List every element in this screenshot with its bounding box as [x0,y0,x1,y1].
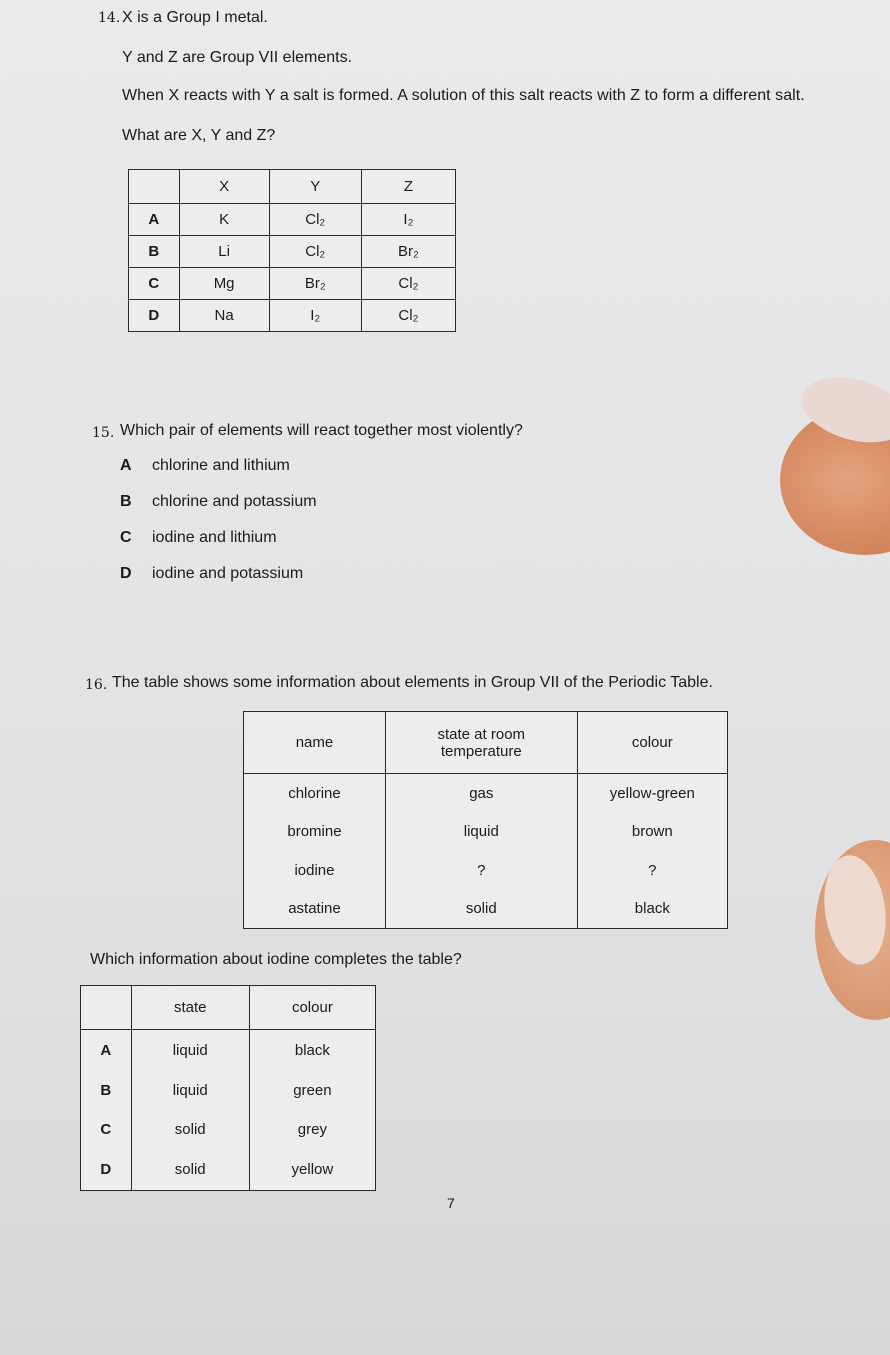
q16-row-chlorine-colour: yellow-green [577,774,727,813]
q16-row-astatine-colour: black [577,889,727,928]
q16-answer-row-b-label: B [81,1070,132,1110]
q16-answer-row-c-colour: grey [249,1110,375,1150]
q14-row-d-label: D [129,300,180,332]
q15-option-b-text: chlorine and potassium [152,493,317,510]
q15-number: 15. [92,425,115,441]
q16-question: Which information about iodine completes the table? [90,951,462,968]
q16-info-table [243,711,728,929]
q14-header-blank [129,170,180,204]
q14-row-a-x: K [179,204,269,236]
q16-header-state: state at room temperature [385,712,577,774]
q15-option-a-letter: A [120,457,132,474]
q15-option-d-text: iodine and potassium [152,565,304,582]
q16-answer-header-colour: colour [249,986,375,1030]
q16-answer-header-state: state [131,986,249,1030]
q16-row-iodine-colour: ? [577,851,727,889]
q16-answer-row-a-colour: black [249,1030,375,1071]
q14-row-b-x: Li [179,236,269,268]
q14-row-c-label: C [129,268,180,300]
q16-row-chlorine-name: chlorine [244,774,386,813]
q15-question: Which pair of elements will react together most violently? [120,422,523,439]
q14-number: 14. [98,10,121,26]
q14-row-a-label: A [129,204,180,236]
q15-option-c [120,529,277,547]
q15-option-d-letter: D [120,565,132,582]
q14-line1: X is a Group I metal. [122,9,268,26]
q16-row-chlorine-state: gas [385,774,577,813]
q14-row-b-y: Cl₂ [269,236,361,268]
q16-answer-row-c-state: solid [131,1110,249,1150]
q16-row-bromine-state: liquid [385,813,577,851]
q16-number: 16. [85,677,108,693]
q14-header-z: Z [361,170,455,204]
q14-row-c-z: Cl₂ [361,268,455,300]
q16-answer-row-a-label: A [81,1030,132,1071]
q14-row-a-z: I₂ [361,204,455,236]
q16-row-astatine-name: astatine [244,889,386,928]
q14-row-a-y: Cl₂ [269,204,361,236]
q14-line3: When X reacts with Y a salt is formed. A solution of this salt reacts with Z to form a different salt. [122,87,805,104]
q16-answer-header-blank [81,986,132,1030]
q14-row-c-y: Br₂ [269,268,361,300]
q16-row-iodine-state: ? [385,851,577,889]
q15-option-c-text: iodine and lithium [152,529,277,546]
q16-row-iodine-name: iodine [244,851,386,889]
q16-answer-row-b-state: liquid [131,1070,249,1110]
q16-header-colour: colour [577,712,727,774]
q14-row-d-z: Cl₂ [361,300,455,332]
q14-header-y: Y [269,170,361,204]
q16-row-bromine-colour: brown [577,813,727,851]
page-number: 7 [447,1195,455,1211]
q16-answer-row-d-state: solid [131,1150,249,1191]
q14-question: What are X, Y and Z? [122,127,276,144]
q14-header-x: X [179,170,269,204]
q16-answer-row-d-label: D [81,1150,132,1191]
q14-row-d-y: I₂ [269,300,361,332]
q14-row-c-x: Mg [179,268,269,300]
q15-option-b-letter: B [120,493,132,510]
q16-answer-row-c-label: C [81,1110,132,1150]
q16-answer-row-d-colour: yellow [249,1150,375,1191]
q16-row-bromine-name: bromine [244,813,386,851]
q16-answer-table [80,985,376,1191]
q15-option-a [120,457,290,475]
q16-answer-row-b-colour: green [249,1070,375,1110]
q16-intro: The table shows some information about elements in Group VII of the Periodic Table. [112,674,713,691]
q15-option-d [120,565,303,583]
q14-row-b-z: Br₂ [361,236,455,268]
q15-option-c-letter: C [120,529,132,546]
q16-answer-row-a-state: liquid [131,1030,249,1071]
q14-row-d-x: Na [179,300,269,332]
q15-option-a-text: chlorine and lithium [152,457,290,474]
q16-row-astatine-state: solid [385,889,577,928]
q14-line2: Y and Z are Group VII elements. [122,49,353,66]
q14-row-b-label: B [129,236,180,268]
q15-option-b [120,493,317,511]
q14-table [128,169,456,332]
q16-header-name: name [244,712,386,774]
